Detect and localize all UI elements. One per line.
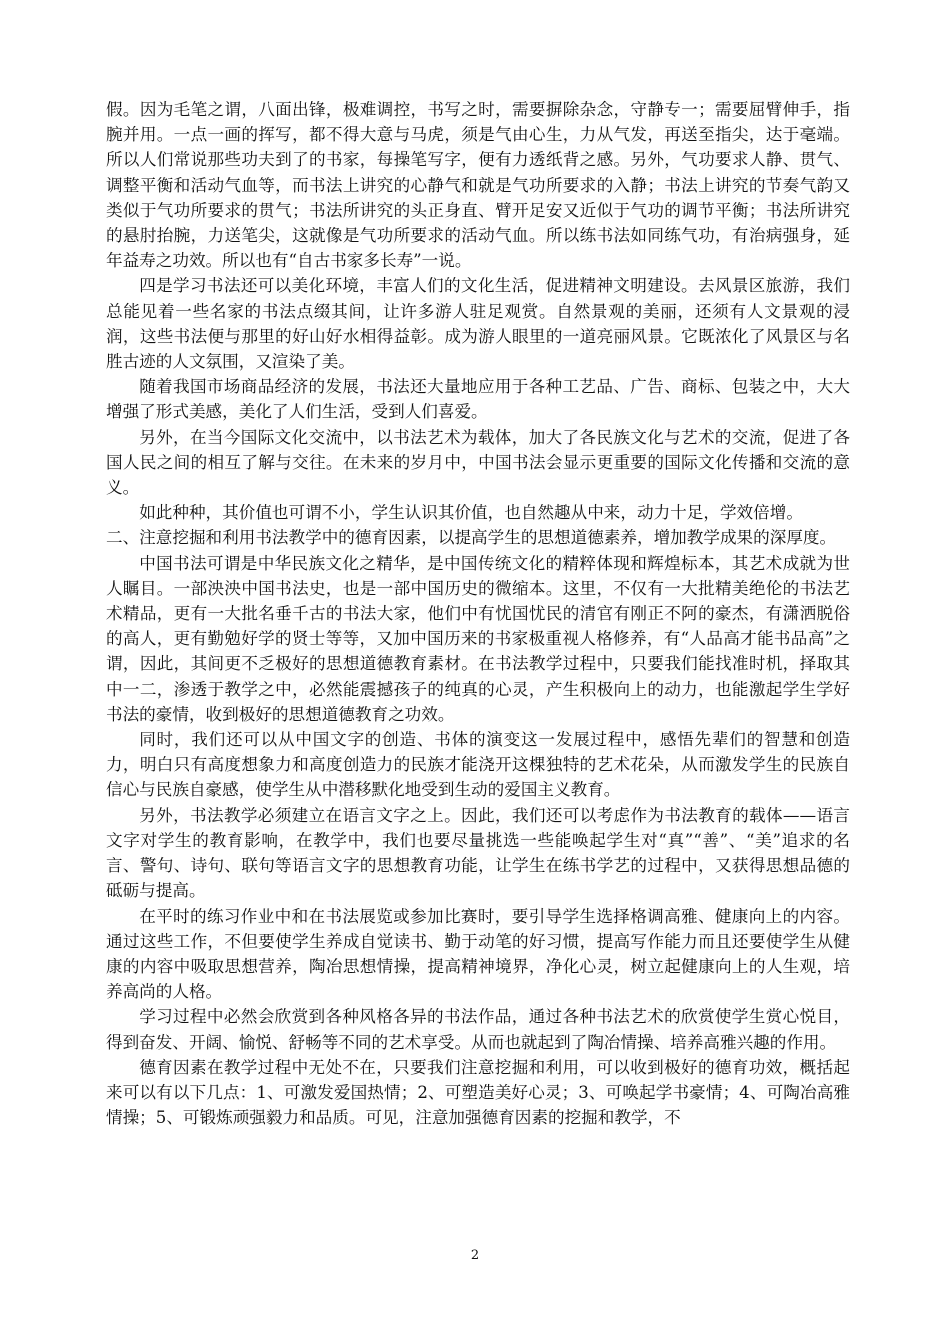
page-number: 2 [470, 1248, 480, 1263]
paragraph-7: 中国书法可谓是中华民族文化之精华，是中国传统文化的精粹体现和辉煌标本，其艺术成就为世人瞩目。一部泱泱中国书法史，也是一部中国历史的微缩本。这里，不仅有一大批精美绝伦的书法艺术精品，更有一大批名垂千古的书法大家，他们中有忧国忧民的清官有刚正不阿的豪杰，有潇洒脱俗的高人，更有勤勉好学的贤士等等，又加中国历来的书家极重视人格修养，有“人品高才能书品高”之谓，因此，其间更不乏极好的思想道德教育素材。在书法教学过程中，只要我们能找准时机，择取其中一二，渗透于教学之中，必然能震撼孩子的纯真的心灵，产生积极向上的动力，也能激起学生学好书法的豪情，收到极好的思想道德教育之功效。 [106, 553, 850, 724]
paragraph-3: 随着我国市场商品经济的发展，书法还大量地应用于各种工艺品、广告、商标、包装之中，大大增强了形式美感，美化了人们生活，受到人们喜爱。 [106, 377, 850, 422]
paragraph-5: 如此种种，其价值也可谓不小，学生认识其价值，也自然趣从中来，动力十足，学效倍增。 [139, 503, 803, 523]
paragraph-9: 另外，书法教学必须建立在语言文字之上。因此，我们还可以考虑作为书法教育的载体——语言文字对学生的教育影响，在教学中，我们也要尽量挑选一些能唤起学生对“真”“善”、“美”追求的名言、警句、诗句、联句等语言文字的思想教育功能，让学生在练书学艺的过程中，又获得思想品德的砥砺与提高。 [106, 805, 850, 901]
paragraph-11: 学习过程中必然会欣赏到各种风格各异的书法作品，通过各种书法艺术的欣赏使学生赏心悦目，得到奋发、开阔、愉悦、舒畅等不同的艺术享受。从而也就起到了陶冶情操、培养高雅兴趣的作用。 [106, 1007, 850, 1052]
paragraph-2: 四是学习书法还可以美化环境，丰富人们的文化生活，促进精神文明建设。去风景区旅游，我们总能见着一些名家的书法点缀其间，让许多游人驻足观赏。自然景观的美丽，还须有人文景观的浸润，这些书法便与那里的好山好水相得益彰。成为游人眼里的一道亮丽风景。它既浓化了风景区与名胜古迹的人文氛围，又渲染了美。 [106, 276, 850, 372]
paragraph-12: 德育因素在教学过程中无处不在，只要我们注意挖掘和利用，可以收到极好的德育功效，概括起来可以有以下几点：1、可激发爱国热情；2、可塑造美好心灵；3、可唤起学书豪情；4、可陶冶高雅情操；5、可锻炼顽强毅力和品质。可见，注意加强德育因素的挖掘和教学，不 [106, 1057, 850, 1128]
paragraph-8: 同时，我们还可以从中国文字的创造、书体的演变这一发展过程中，感悟先辈们的智慧和创造力，明白只有高度想象力和高度创造力的民族才能浇开这棵独特的艺术花朵，从而激发学生的民族自信心与民族自豪感，使学生从中潜移默化地受到生动的爱国主义教育。 [106, 730, 850, 800]
paragraph-4: 另外，在当今国际文化交流中，以书法艺术为载体，加大了各民族文化与艺术的交流，促进了各国人民之间的相互了解与交往。在未来的岁月中，中国书法会显示更重要的国际文化传播和交流的意义。 [106, 427, 850, 498]
paragraph-1: 假。因为毛笔之谓，八面出锋，极难调控，书写之时，需要摒除杂念，守静专一；需要屈臂伸手，指腕并用。一点一画的挥写，都不得大意与马虎，须是气由心生，力从气发，再送至指尖，达于毫端。所以人们常说那些功夫到了的书家，每操笔写字，便有力透纸背之感。另外，气功要求人静、贯气、调整平衡和活动气血等，而书法上讲究的心静气和就是气功所要求的入静；书法上讲究的节奏气韵又类似于气功所要求的贯气；书法所讲究的头正身直、臂开足安又近似于气功的调节平衡；书法所讲究的悬肘抬腕，力送笔尖，这就像是气功所要求的活动气血。所以练书法如同练气功，有治病强身，延年益寿之功效。所以也有“自古书家多长寿”一说。 [106, 100, 850, 271]
document-body [106, 97, 850, 1130]
paragraph-10: 在平时的练习作业中和在书法展览或参加比赛时，要引导学生选择格调高雅、健康向上的内容。通过这些工作，不但要使学生养成自觉读书、勤于动笔的好习惯，提高写作能力而且还要使学生从健康的内容中吸取思想营养，陶冶思想情操，提高精神境界，净化心灵，树立起健康向上的人生观，培养高尚的人格。 [106, 906, 850, 1002]
section-heading: 二、注意挖掘和利用书法教学中的德育因素，以提高学生的思想道德素养，增加教学成果的深厚度。 [106, 528, 837, 548]
